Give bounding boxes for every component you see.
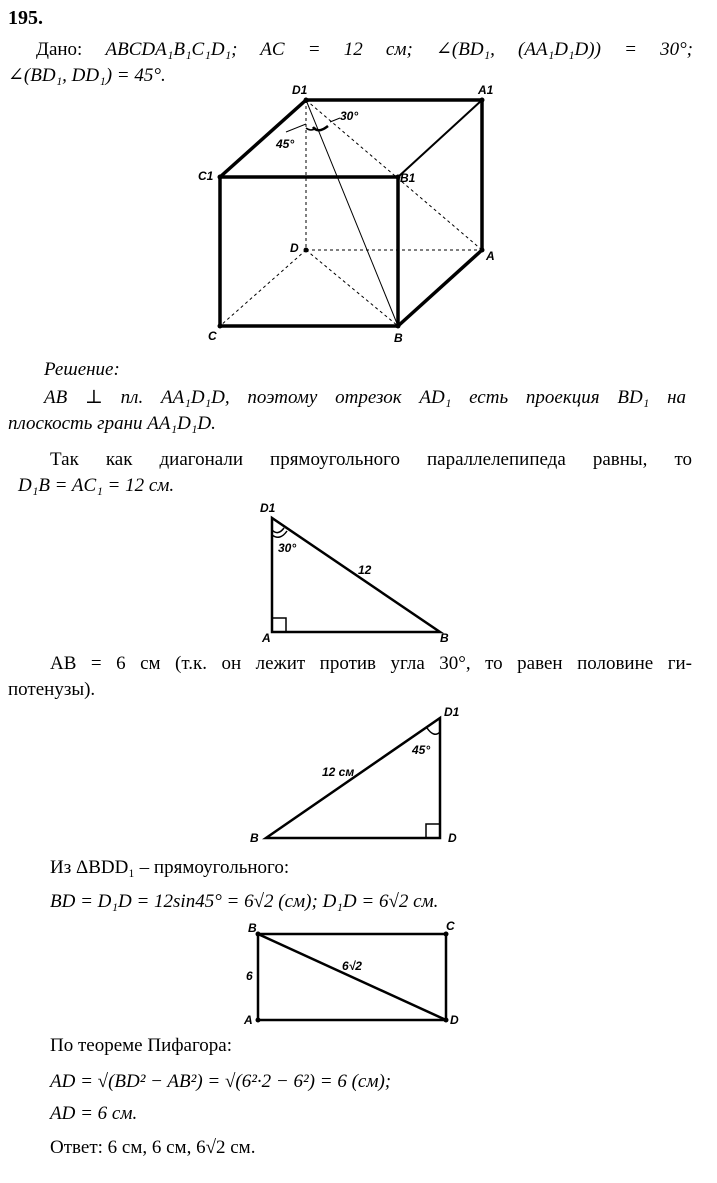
para2-line-1: Так как диагонали прямоугольного параллелепипеда равны, то (50, 449, 692, 470)
tri2-label-d1: D1 (444, 705, 460, 719)
para5-line-3: AD = 6 см. (50, 1103, 138, 1124)
given-continuation: ∠(BD₁, DD₁) = 45°. (8, 65, 166, 86)
diag-d1b (306, 100, 398, 326)
tri2-hyp: 12 см (322, 765, 355, 779)
triangle-1-figure (256, 500, 456, 646)
angle-arc-d1 (272, 528, 284, 533)
right-angle-mark-a (272, 618, 286, 632)
hidden-diag-db (306, 250, 398, 326)
label-a: A (486, 249, 495, 263)
tri2-label-d: D (448, 831, 457, 845)
label-b: B (394, 331, 403, 345)
rect-label-a: A (244, 1013, 253, 1027)
label-d1: D1 (292, 83, 308, 97)
label-a1: A1 (478, 83, 494, 97)
edge-a1b1 (398, 100, 482, 177)
answer-line: Ответ: 6 см, 6 см, 6√2 см. (50, 1137, 256, 1158)
tri1-hyp: 12 (358, 563, 372, 577)
para5-line-1: По теореме Пифагора: (50, 1035, 233, 1056)
angle-arc-d1-2 (427, 728, 440, 734)
label-d: D (290, 241, 299, 255)
cube-figure (190, 82, 510, 350)
tri1-label-b: B (440, 631, 449, 645)
edge-ab (398, 250, 482, 326)
tri1-angle: 30° (278, 541, 297, 555)
angle-arc-45 (306, 128, 316, 130)
rect-label-d: D (450, 1013, 459, 1027)
label-c: C (208, 329, 217, 343)
hidden-edge-dc (220, 250, 306, 326)
solution-heading: Решение: (44, 359, 120, 380)
tri2-angle: 45° (412, 743, 431, 757)
label-angle-45: 45° (276, 137, 295, 151)
para5-line-2: AD = √(BD² − AB²) = √(6²·2 − 6²) = 6 (см); (50, 1071, 392, 1092)
label-angle-30: 30° (340, 109, 359, 123)
rect-label-b: B (248, 921, 257, 935)
given-label: Дано: (36, 39, 83, 60)
triangle-1 (272, 518, 440, 632)
rect-side-label: 6 (246, 969, 253, 983)
label-c1: C1 (198, 169, 214, 183)
para3-line-2: потенузы). (8, 679, 96, 700)
problem-number: 195. (8, 7, 43, 29)
rect-diagonal (258, 934, 446, 1020)
solution-line-2: плоскость грани AA₁D₁D. (8, 413, 216, 434)
rect-diag-label: 6√2 (342, 959, 362, 973)
triangle-2-figure (244, 702, 484, 850)
hidden-diag-d1a (306, 100, 482, 250)
solution-line-1: AB ⊥ пл. AA₁D₁D, поэтому отрезок AD₁ есть проекция BD₁ на (44, 387, 686, 408)
label-b1: B1 (400, 171, 416, 185)
para3-line-1: AB = 6 см (т.к. он лежит против угла 30°, то равен половине ги- (50, 653, 692, 674)
right-angle-mark-d (426, 824, 440, 838)
para4-line-2: BD = D₁D = 12sin45° = 6√2 (см); D₁D = 6√2 см. (50, 891, 439, 912)
tri2-label-b: B (250, 831, 259, 845)
given-body: ABCDA₁B₁C₁D₁; AC = 12 см; ∠(BD₁, (AA₁D₁D)) = 30°; (105, 39, 693, 60)
rectangle-figure (238, 918, 468, 1032)
tri1-label-d1: D1 (260, 501, 276, 515)
given-line (36, 38, 693, 62)
para2-line-2: D₁B = AC₁ = 12 см. (18, 475, 175, 496)
para4-line-1: Из ΔBDD₁ – прямоугольного: (50, 857, 290, 878)
tri1-label-a: A (262, 631, 271, 645)
rect-label-c: C (446, 919, 455, 933)
